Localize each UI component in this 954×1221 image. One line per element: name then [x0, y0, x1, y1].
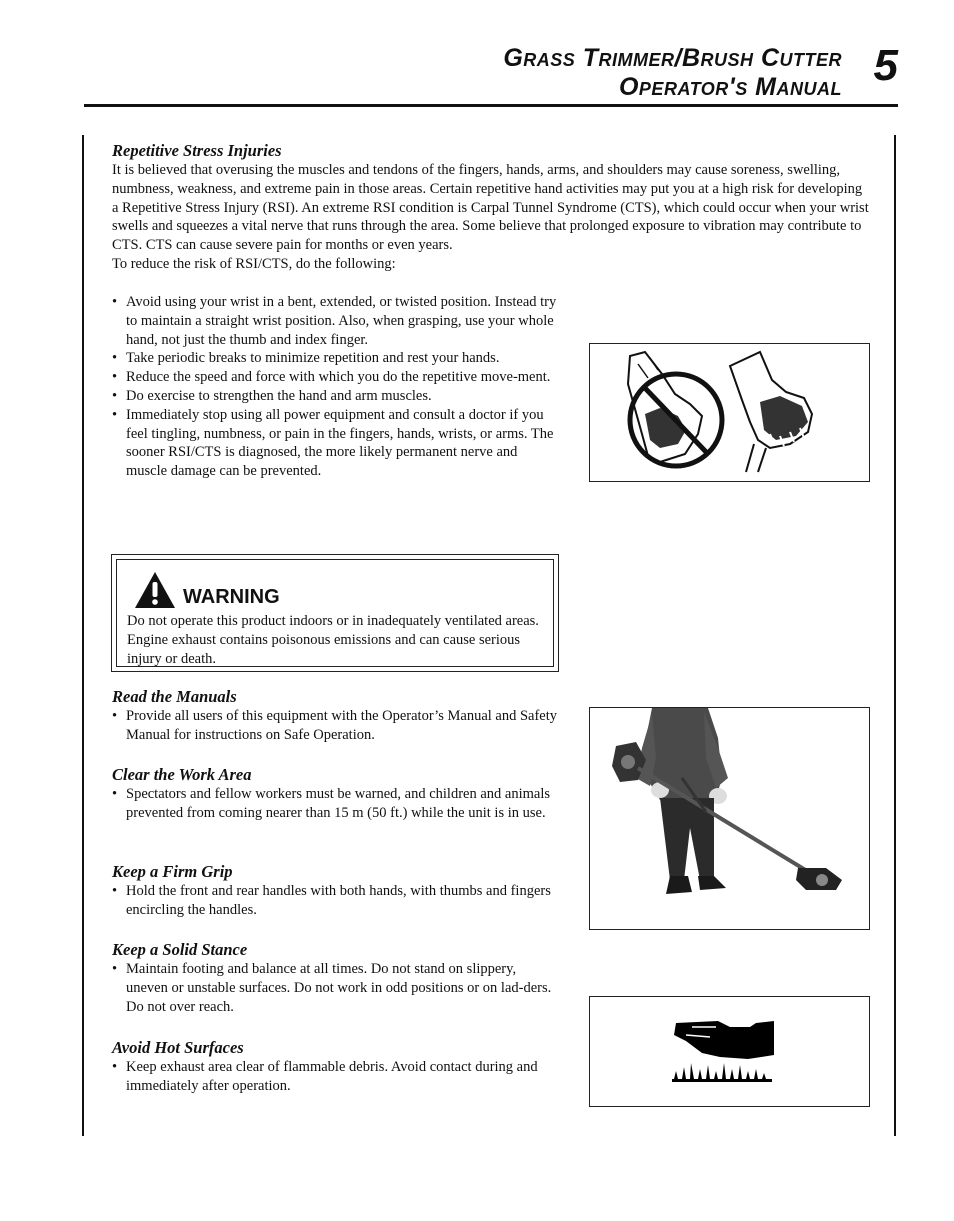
rsi-bullet: • Reduce the speed and force with which you do the repetitive move-ment. — [112, 368, 560, 387]
rsi-paragraph — [112, 161, 872, 274]
right-margin-rule — [894, 135, 896, 1136]
operator-figure — [589, 707, 870, 930]
left-margin-rule — [82, 135, 84, 1136]
manual-title-line2: Operator's Manual — [618, 73, 842, 101]
solid-stance-bullet: • Maintain footing and balance at all times. Do not stand on slippery, uneven or unstable surfaces. Do not work in odd positions or on lad-ders. Do not over reach. — [112, 960, 560, 1016]
read-manuals-heading: Read the Manuals — [112, 687, 237, 706]
manual-title-line1: Grass Trimmer/Brush Cutter — [503, 44, 842, 72]
firm-grip-bullet: • Hold the front and rear handles with both hands, with thumbs and fingers encircling the handles. — [112, 882, 560, 920]
read-manuals-bullet: • Provide all users of this equipment with the Operator’s Manual and Safety Manual for instructions on Safe Operation. — [112, 707, 560, 745]
wrist-position-figure — [589, 343, 870, 482]
rsi-bullet: • Immediately stop using all power equipment and consult a doctor if you feel tingling, numbness, or pain in the fingers, hands, wrists, or arms. The sooner RSI/CTS is diagnosed, the more likely permanent nerve and muscle damage can be prevented. — [112, 406, 560, 481]
clear-work-area-heading: Clear the Work Area — [112, 765, 252, 784]
hand-icon — [674, 1021, 774, 1059]
rsi-intro: To reduce the risk of RSI/CTS, do the following: — [112, 255, 396, 272]
clear-work-area-list — [112, 785, 560, 823]
read-manuals-list — [112, 707, 560, 745]
warning-text: Do not operate this product indoors or in inadequately ventilated areas. Engine exhaust contains poisonous emissions and can cause serious injury or death. — [127, 613, 539, 667]
rsi-bullet: • Take periodic breaks to minimize repetition and rest your hands. — [112, 349, 560, 368]
wrist-illustration — [590, 344, 869, 481]
warning-title: WARNING — [183, 586, 280, 608]
rsi-bullet: • Avoid using your wrist in a bent, extended, or twisted position. Instead try to maintain a straight wrist position. Also, when grasping, use your whole hand, not just the thumb and index finger. — [112, 293, 560, 349]
warning-box — [111, 554, 559, 672]
rsi-bullet: • Do exercise to strengthen the hand and arm muscles. — [112, 387, 560, 406]
header-rule — [84, 104, 898, 107]
solid-stance-list — [112, 960, 560, 1016]
warning-triangle-icon — [133, 570, 177, 610]
rsi-bullet-list — [112, 293, 560, 481]
firm-grip-list — [112, 882, 560, 920]
rsi-body: It is believed that overusing the muscles and tendons of the fingers, hands, arms, and shoulders may cause soreness, swelling, numbness, weakness, and extreme pain in those areas. Certain repetitive hand activities may put you at a high risk for developing a Repetitive Stress Injury (RSI). An extreme RSI condition is Carpal Tunnel Syndrome (CTS), which could occur when your wrist swells and squeezes a vital nerve that runs through the area. Some believe that prolonged exposure to vibration may contribute to CTS. CTS can cause severe pain for months or even years. — [112, 162, 869, 254]
hot-surfaces-bullet: • Keep exhaust area clear of flammable debris. Avoid contact during and immediately after operation. — [112, 1058, 560, 1096]
firm-grip-heading: Keep a Firm Grip — [112, 862, 233, 881]
solid-stance-heading: Keep a Solid Stance — [112, 940, 248, 959]
page-number: 5 — [873, 41, 898, 90]
heat-waves-icon — [672, 1063, 772, 1082]
hot-surfaces-list — [112, 1058, 560, 1096]
rsi-heading: Repetitive Stress Injuries — [112, 141, 282, 160]
operator-photo — [590, 708, 869, 929]
clear-work-area-bullet: • Spectators and fellow workers must be warned, and children and animals prevented from coming nearer than 15 m (50 ft.) while the unit is in use. — [112, 785, 560, 823]
hot-surface-figure — [589, 996, 870, 1107]
hot-surface-illustration — [590, 997, 869, 1106]
manual-title — [503, 44, 842, 102]
hot-surfaces-heading: Avoid Hot Surfaces — [112, 1038, 244, 1057]
